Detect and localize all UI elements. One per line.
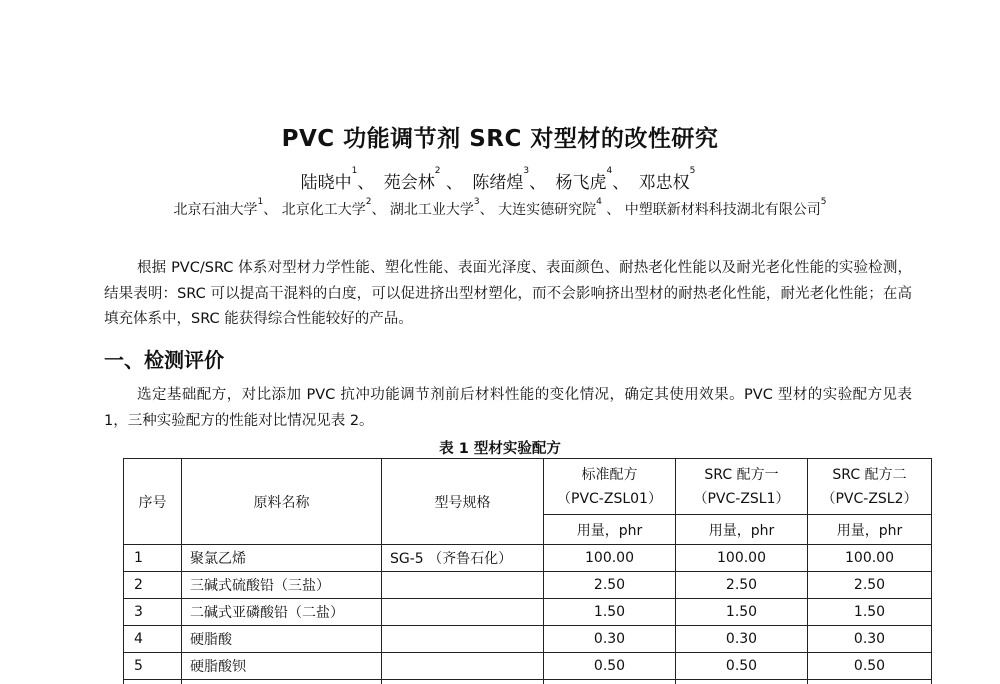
standard-value: 0.30 (544, 626, 676, 653)
material-name: 二碱式亚磷酸铅（二盐） (182, 599, 382, 626)
src2-value: 2.50 (808, 572, 932, 599)
table-row-cut-off (124, 680, 932, 684)
section-heading: 一、检测评价 (104, 348, 224, 372)
header-standard-formula: 标准配方 （PVC-ZSL01） (544, 459, 676, 515)
row-number: 2 (124, 572, 182, 599)
header-unit: 用量，phr (808, 515, 932, 545)
src1-value: 1.50 (676, 599, 808, 626)
src1-value: 100.00 (676, 545, 808, 572)
author: 杨飞虎$^4$、 (555, 166, 630, 193)
table-caption: 表 1 型材实验配方 (439, 441, 561, 457)
table-row (124, 653, 932, 680)
header-src-formula-2: SRC 配方二 （PVC-ZSL2） (808, 459, 932, 515)
src2-value: 0.30 (808, 626, 932, 653)
material-name: 三碱式硫酸铅（三盐） (182, 572, 382, 599)
affiliation: 大连实德研究院$^4$ 、 (498, 197, 621, 218)
author-list (0, 168, 1000, 193)
row-number: 1 (124, 545, 182, 572)
standard-value: 0.50 (544, 653, 676, 680)
author: 陈绪煌$^3$、 (472, 166, 547, 193)
standard-value: 2.50 (544, 572, 676, 599)
formula-table (123, 458, 932, 684)
author: 苑会林$^2$ 、 (383, 166, 463, 193)
author: 邓忠权$^5$ (638, 166, 696, 193)
affiliation: 中塑联新材料科技湖北有限公司$^5$ (624, 197, 827, 218)
abstract-paragraph: 根据 PVC/SRC 体系对型材力学性能、塑化性能、表面光泽度、表面颜色、耐热老化性能以及耐光老化性能的实验检测，结果表明：SRC 可以提高干混料的白度，可以促进挤出型材塑化，而不会影响挤出型材的耐热老化性能，耐光老化性能；在高填充体系中，SRC 能获得综合性能较好的产品。 (104, 260, 912, 327)
header-material-name: 原料名称 (182, 459, 382, 545)
affiliation: 湖北工业大学$^3$、 (389, 197, 494, 218)
material-spec (382, 599, 544, 626)
material-spec (382, 626, 544, 653)
material-name: 硬脂酸钡 (182, 653, 382, 680)
header-src-formula-1: SRC 配方一 （PVC-ZSL1） (676, 459, 808, 515)
row-number: 4 (124, 626, 182, 653)
src2-value: 0.50 (808, 653, 932, 680)
src1-value: 0.50 (676, 653, 808, 680)
src2-value: 100.00 (808, 545, 932, 572)
table-row (124, 599, 932, 626)
material-name: 硬脂酸 (182, 626, 382, 653)
table-row (124, 572, 932, 599)
src2-value: 1.50 (808, 599, 932, 626)
method-paragraph: 选定基础配方，对比添加 PVC 抗冲功能调节剂前后材料性能的变化情况，确定其使用效果。PVC 型材的实验配方见表 1，三种实验配方的性能对比情况见表 2。 (104, 387, 912, 429)
src1-value: 2.50 (676, 572, 808, 599)
standard-value: 100.00 (544, 545, 676, 572)
material-spec (382, 572, 544, 599)
standard-value: 1.50 (544, 599, 676, 626)
table-row (124, 626, 932, 653)
table-row (124, 545, 932, 572)
header-spec: 型号规格 (382, 459, 544, 545)
row-number: 5 (124, 653, 182, 680)
src1-value: 0.30 (676, 626, 808, 653)
material-spec (382, 653, 544, 680)
header-unit: 用量，phr (544, 515, 676, 545)
affiliation: 北京石油大学$^1$、 (173, 197, 278, 218)
affiliation: 北京化工大学$^2$、 (281, 197, 386, 218)
author: 陆晓中$^1$、 (300, 166, 375, 193)
material-spec: SG-5 （齐鲁石化） (382, 545, 544, 572)
paper-title: PVC 功能调节剂 SRC 对型材的改性研究 (281, 126, 719, 152)
header-no: 序号 (124, 459, 182, 545)
material-name: 聚氯乙烯 (182, 545, 382, 572)
header-unit: 用量，phr (676, 515, 808, 545)
row-number: 3 (124, 599, 182, 626)
affiliation-list (0, 199, 1000, 219)
